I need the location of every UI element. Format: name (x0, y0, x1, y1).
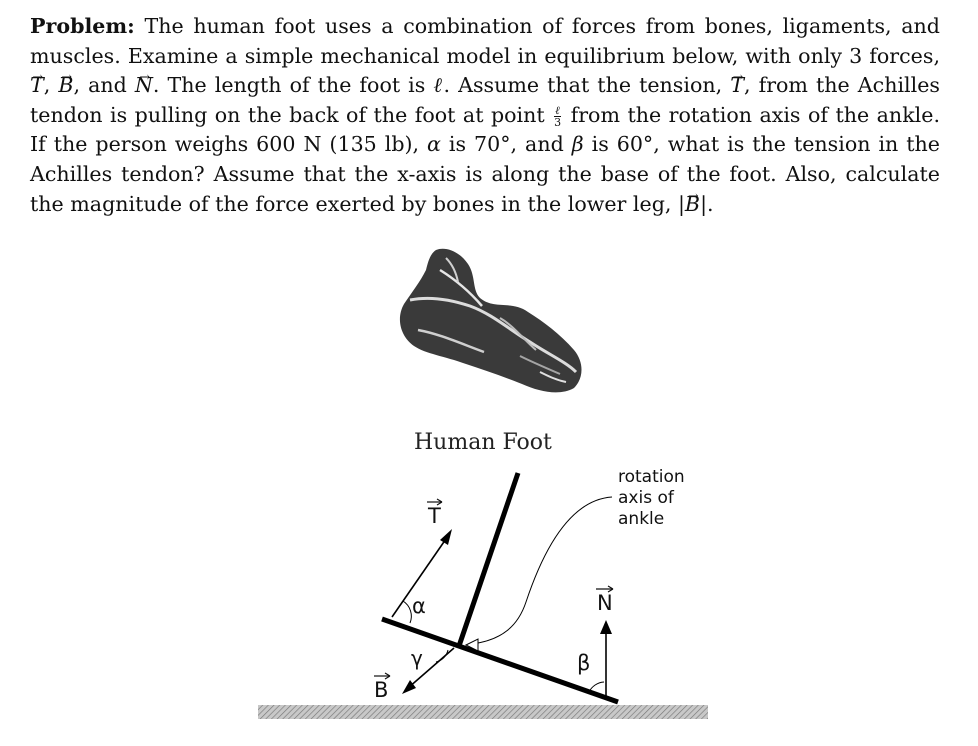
problem-text-8: is 60°, what is the tension in the Achilles tendon? Assume that the x-axis is along the base of the foot. Also, calculate the magnitude of the force exerted by bones in the lower leg, | (30, 132, 940, 216)
label-B: B (374, 678, 389, 702)
label-rotation-line1: rotation (618, 467, 685, 487)
problem-text-7: is 70°, and (440, 132, 572, 157)
label-N: N (597, 591, 613, 615)
comma-1: , (43, 73, 59, 98)
problem-label: Problem: (30, 14, 135, 38)
vector-B: → B (58, 71, 73, 101)
problem-text-9: |. (700, 191, 714, 216)
symbol-ell: ℓ (433, 73, 444, 98)
alpha-arc (403, 601, 411, 623)
label-rotation-line3: ankle (618, 509, 665, 529)
label-T: T (428, 504, 441, 528)
problem-text-5: , from the Achilles tendon is pulling on the back of the foot at point (30, 73, 940, 127)
vector-T-2: → T (730, 71, 744, 101)
label-alpha: α (412, 594, 426, 618)
vector-B-2: → B (685, 190, 700, 220)
label-rotation-line2: axis of (618, 488, 674, 508)
ground-hatch (258, 705, 708, 719)
problem-text-2: , and (73, 73, 135, 98)
normal-force-arrowhead (600, 620, 612, 634)
fraction-numerator: ℓ (555, 103, 560, 117)
label-gamma: γ (411, 646, 423, 670)
label-beta: β (577, 651, 591, 675)
rotation-pointer-curve (472, 497, 612, 644)
vector-T: → T (30, 71, 44, 101)
problem-text-6: from the rotation axis of the ankle. If the person weighs 600 N (135 lb), (30, 102, 940, 157)
vector-N: → N (135, 71, 153, 101)
figure-title: Human Foot (414, 430, 552, 455)
symbol-alpha: α (427, 132, 441, 157)
symbol-beta: β (571, 132, 584, 157)
foot-illustration (400, 249, 582, 393)
gamma-arc (436, 650, 448, 662)
problem-text-1: The human foot uses a combination of forces from bones, ligaments, and muscles. Examine a simple mechanical model in equilibrium below, with only 3 forces, (30, 14, 940, 68)
tension-arrowhead (440, 529, 452, 545)
problem-text-4: . Assume that the tension, (443, 73, 731, 98)
fraction-denominator: 3 (554, 115, 562, 129)
problem-text-3: . The length of the foot is (152, 73, 434, 98)
leg-bar (459, 473, 518, 646)
